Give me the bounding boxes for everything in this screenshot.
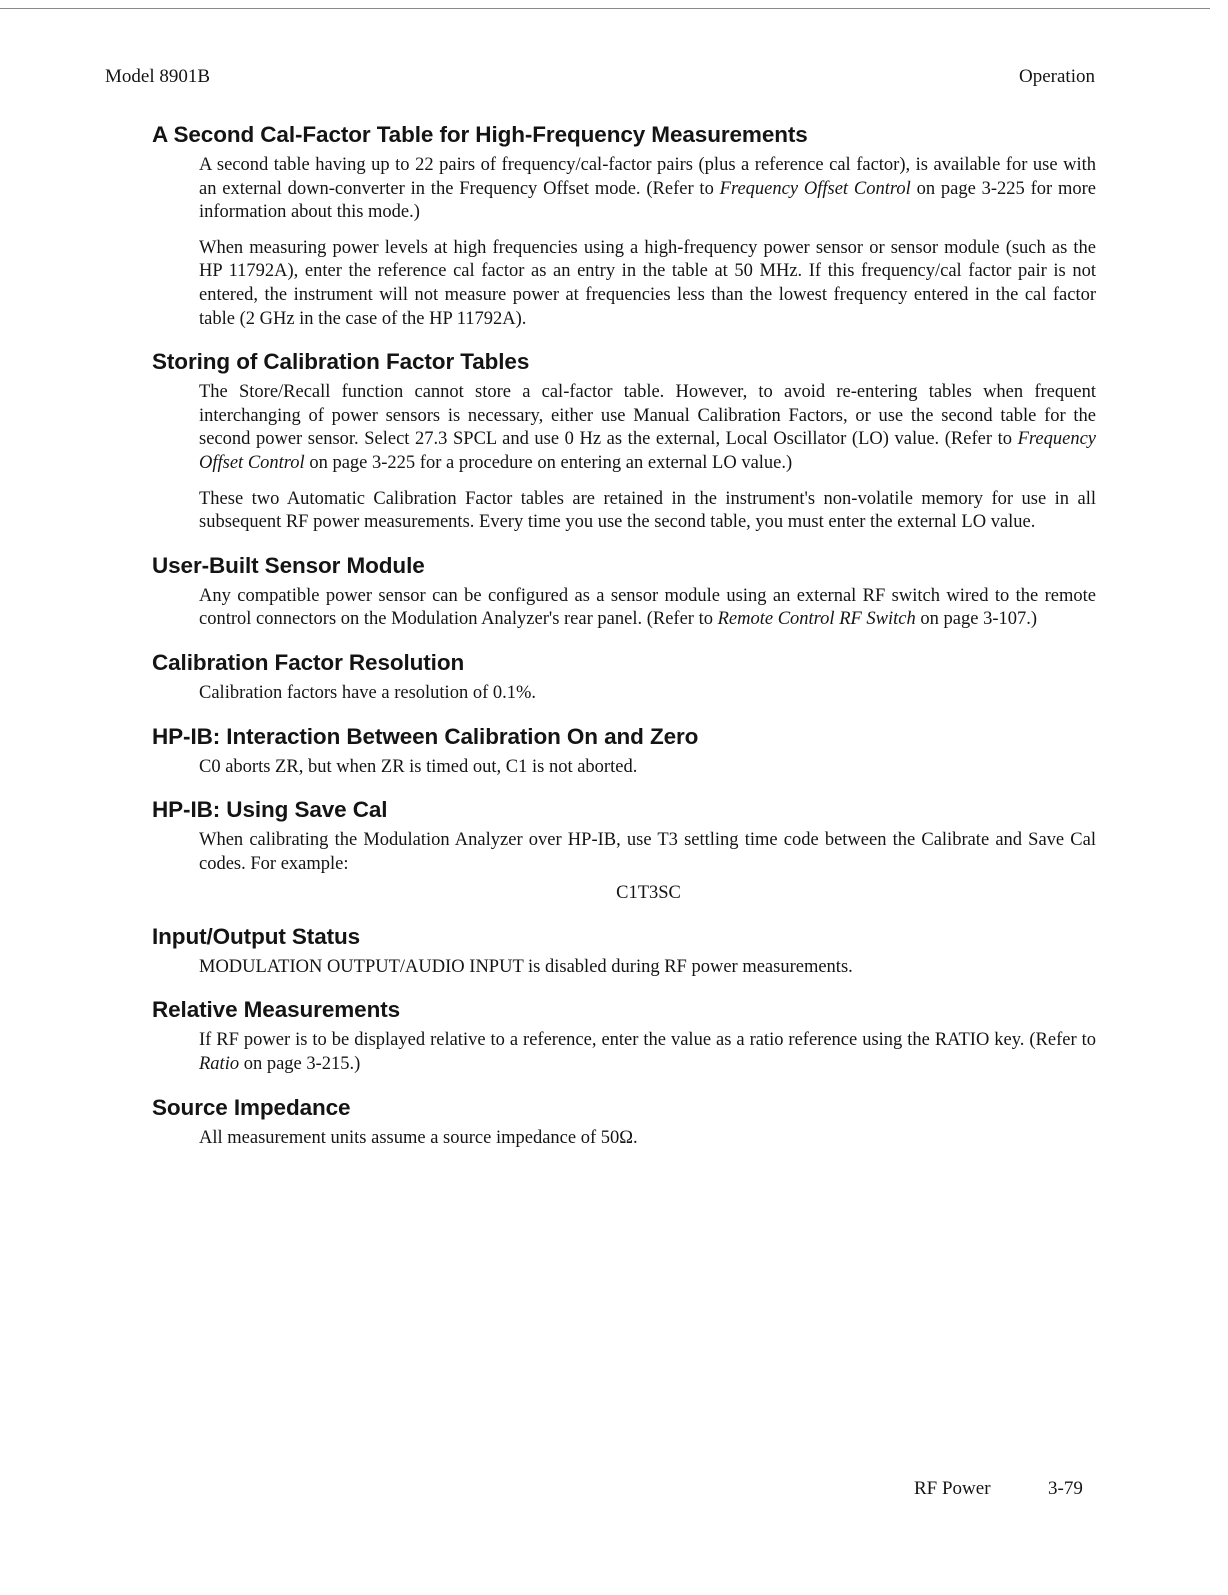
section-heading: User-Built Sensor Module [152, 552, 425, 578]
section-relative-measurements [152, 995, 1096, 1076]
paragraph: Any compatible power sensor can be configured as a sensor module using an external RF switch wired to the remote control connectors on the Modulation Analyzer's rear panel. (Refer to Remote Control RF Switch on page 3-107.) [199, 585, 1096, 630]
section-heading: Relative Measurements [152, 997, 401, 1023]
running-head-model: Model 8901B [105, 66, 211, 87]
section-heading: Source Impedance [152, 1094, 351, 1120]
section-source-impedance [152, 1093, 1096, 1151]
section-heading: A Second Cal-Factor Table for High-Frequency Measurements [152, 122, 808, 147]
paragraph: If RF power is to be displayed relative to a reference, enter the value as a ratio reference using the RATIO key. (Refer to Ratio on page 3-215.) [199, 1030, 1096, 1075]
paragraph: A second table having up to 22 pairs of frequency/cal-factor pairs (plus a reference cal factor), is available for use with an external down-converter in the Frequency Offset mode. (Refer to Frequency Offset Control on page 3-225 for more information about this mode.) [199, 155, 1097, 223]
paragraph: C0 aborts ZR, but when ZR is timed out, C1 is not aborted. [199, 756, 638, 777]
cross-reference: Ratio [199, 1054, 240, 1075]
running-head-chapter: Operation [1019, 66, 1095, 87]
footer-section-title: RF Power [914, 1478, 991, 1499]
cross-reference: Frequency Offset Control [199, 429, 1096, 473]
paragraph: The Store/Recall function cannot store a cal-factor table. However, to avoid re-entering tables when frequent interchanging of power sensors is necessary, either use Manual Calibration Factors, or use the second table for the second power sensor. Select 27.3 SPCL and use 0 Hz as the external, Local Oscillator (LO) value. (Refer to Frequency Offset Control on page 3-225 for a procedure on entering an external LO value.) [199, 382, 1096, 473]
section-cal-factor-resolution [152, 648, 1096, 706]
section-heading: Input/Output Status [152, 923, 361, 949]
section-heading: Calibration Factor Resolution [152, 649, 465, 675]
cross-reference: Frequency Offset Control [719, 178, 911, 199]
cross-reference: Remote Control RF Switch [717, 609, 916, 630]
section-heading: HP-IB: Using Save Cal [152, 797, 388, 823]
section-second-cal-factor-table [152, 120, 1096, 331]
paragraph: These two Automatic Calibration Factor tables are retained in the instrument's non-volatile memory for use in all subsequent RF power measurements. Every time you use the second table, you must enter the external LO value. [199, 488, 1096, 533]
section-io-status [152, 922, 1096, 980]
section-user-built-sensor [152, 551, 1096, 632]
section-heading: Storing of Calibration Factor Tables [152, 349, 530, 375]
paragraph: When calibrating the Modulation Analyzer over HP-IB, use T3 settling time code between the Calibrate and Save Cal codes. For example: [199, 830, 1096, 874]
paragraph: Calibration factors have a resolution of 0.1%. [199, 682, 537, 703]
top-rule [0, 8, 1210, 9]
section-hpib-interaction [152, 722, 1096, 780]
code-example: C1T3SC [616, 883, 681, 904]
footer-page-number: 3-79 [1048, 1478, 1083, 1499]
section-heading: HP-IB: Interaction Between Calibration On and Zero [152, 723, 699, 749]
section-hpib-save-cal [152, 795, 1096, 906]
paragraph: MODULATION OUTPUT/AUDIO INPUT is disabled during RF power measurements. [199, 956, 853, 977]
page-content [152, 120, 1096, 1162]
paragraph: When measuring power levels at high frequencies using a high-frequency power sensor or sensor module (such as the HP 11792A), enter the reference cal factor as an entry in the table at 50 MHz. If this frequency/cal factor pair is not entered, the instrument will not measure power at frequencies less than the lowest frequency entered in the cal factor table (2 GHz in the case of the HP 11792A). [199, 237, 1096, 329]
paragraph: All measurement units assume a source impedance of 50Ω. [199, 1127, 638, 1148]
section-storing-cal-tables [152, 347, 1096, 535]
